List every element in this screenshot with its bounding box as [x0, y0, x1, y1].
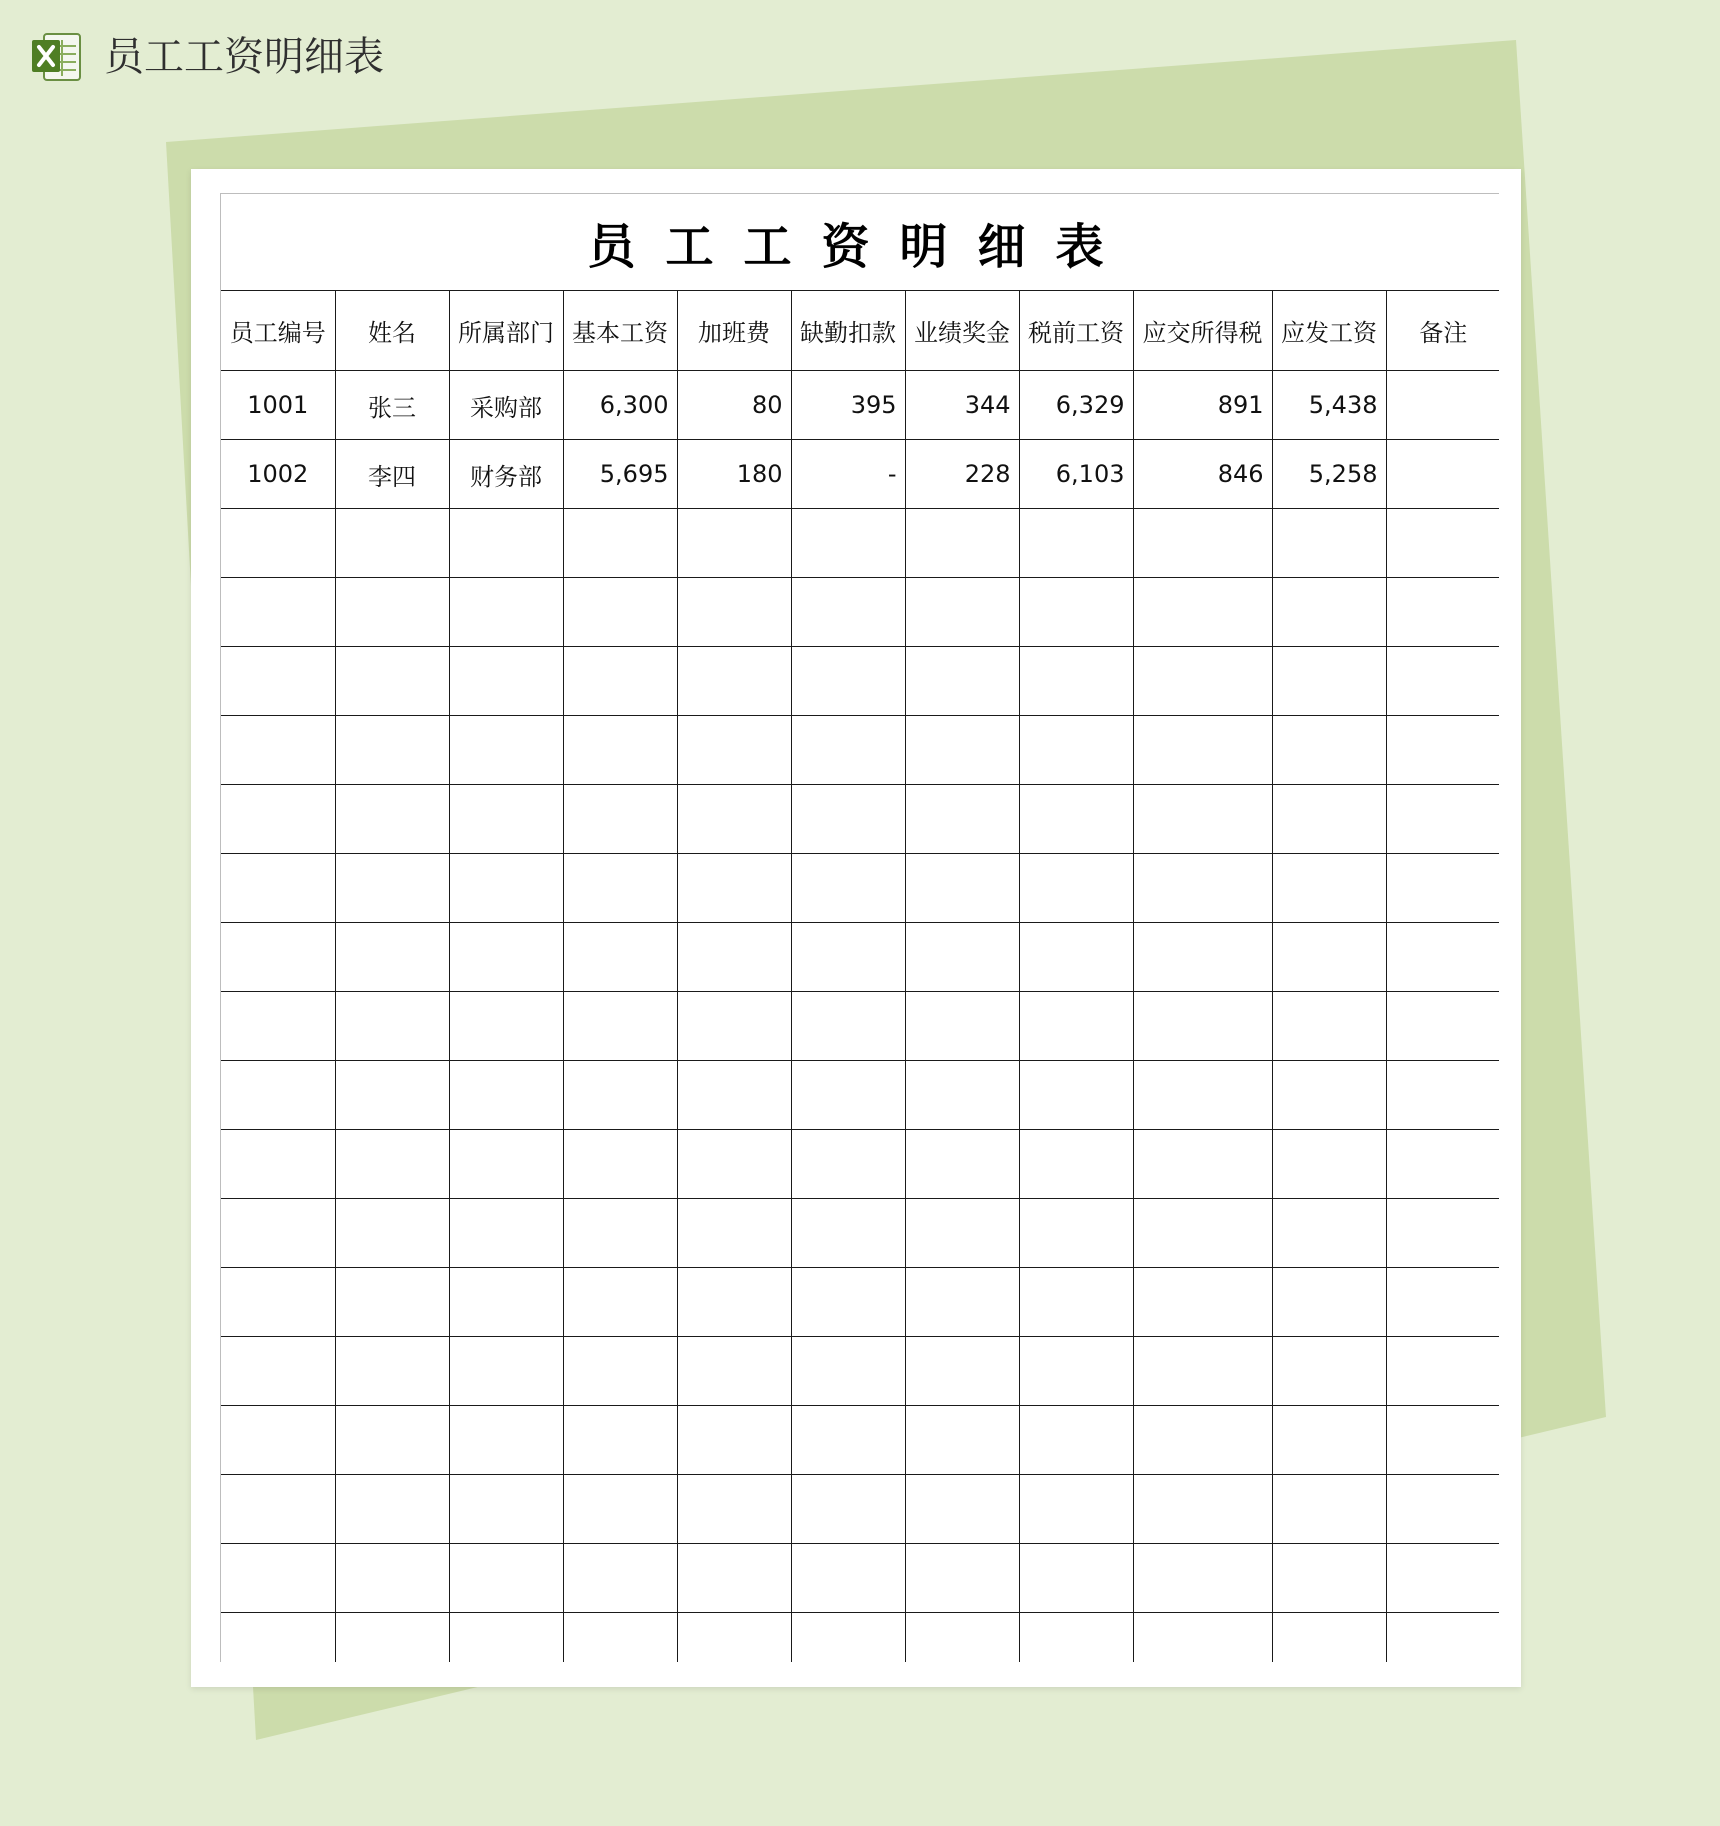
empty-cell[interactable] — [905, 1130, 1019, 1199]
empty-cell[interactable] — [1386, 509, 1499, 578]
empty-cell[interactable] — [1133, 716, 1272, 785]
empty-cell[interactable] — [449, 578, 563, 647]
empty-cell[interactable] — [221, 854, 335, 923]
empty-cell[interactable] — [791, 1613, 905, 1663]
empty-cell[interactable] — [221, 578, 335, 647]
empty-cell[interactable] — [791, 992, 905, 1061]
empty-cell[interactable] — [335, 509, 449, 578]
empty-cell[interactable] — [1019, 923, 1133, 992]
empty-cell[interactable] — [677, 647, 791, 716]
empty-cell[interactable] — [905, 1544, 1019, 1613]
empty-cell[interactable] — [1019, 785, 1133, 854]
empty-cell[interactable] — [1272, 716, 1386, 785]
cell-employee-id[interactable]: 1002 — [221, 440, 335, 509]
empty-cell[interactable] — [563, 1268, 677, 1337]
empty-cell[interactable] — [563, 785, 677, 854]
empty-cell[interactable] — [335, 716, 449, 785]
empty-cell[interactable] — [563, 716, 677, 785]
empty-cell[interactable] — [791, 785, 905, 854]
empty-cell[interactable] — [335, 992, 449, 1061]
empty-cell[interactable] — [905, 509, 1019, 578]
empty-cell[interactable] — [677, 854, 791, 923]
empty-cell[interactable] — [1386, 1130, 1499, 1199]
empty-cell[interactable] — [1019, 1199, 1133, 1268]
cell-department[interactable]: 采购部 — [449, 371, 563, 440]
empty-cell[interactable] — [1272, 1475, 1386, 1544]
sheet-area — [220, 193, 1499, 1662]
empty-cell[interactable] — [563, 1475, 677, 1544]
empty-cell[interactable] — [677, 1544, 791, 1613]
empty-cell[interactable] — [1272, 1406, 1386, 1475]
empty-cell[interactable] — [905, 1406, 1019, 1475]
empty-cell[interactable] — [677, 1613, 791, 1663]
empty-cell[interactable] — [791, 854, 905, 923]
empty-cell[interactable] — [563, 992, 677, 1061]
empty-cell[interactable] — [905, 1613, 1019, 1663]
empty-cell[interactable] — [677, 992, 791, 1061]
empty-cell[interactable] — [335, 1406, 449, 1475]
empty-table-row — [221, 923, 1499, 992]
empty-cell[interactable] — [221, 1061, 335, 1130]
empty-cell[interactable] — [1133, 854, 1272, 923]
empty-cell[interactable] — [221, 992, 335, 1061]
empty-cell[interactable] — [677, 578, 791, 647]
empty-cell[interactable] — [677, 1337, 791, 1406]
empty-cell[interactable] — [1019, 1061, 1133, 1130]
empty-cell[interactable] — [335, 854, 449, 923]
empty-cell[interactable] — [905, 1199, 1019, 1268]
empty-cell[interactable] — [221, 1544, 335, 1613]
empty-cell[interactable] — [791, 578, 905, 647]
empty-cell[interactable] — [1386, 578, 1499, 647]
column-header-income-tax[interactable]: 应交所得税 — [1133, 291, 1272, 371]
empty-table-row — [221, 1199, 1499, 1268]
empty-cell[interactable] — [1019, 1544, 1133, 1613]
cell-overtime-pay[interactable]: 80 — [677, 371, 791, 440]
empty-cell[interactable] — [1133, 1337, 1272, 1406]
cell-performance-bonus[interactable]: 228 — [905, 440, 1019, 509]
empty-cell[interactable] — [449, 1544, 563, 1613]
empty-cell[interactable] — [1272, 509, 1386, 578]
empty-cell[interactable] — [1272, 1544, 1386, 1613]
empty-cell[interactable] — [1272, 578, 1386, 647]
app-title: 员工工资明细表 — [104, 34, 384, 80]
empty-cell[interactable] — [677, 1199, 791, 1268]
cell-name[interactable]: 李四 — [335, 440, 449, 509]
empty-cell[interactable] — [1133, 1268, 1272, 1337]
empty-cell[interactable] — [335, 578, 449, 647]
column-header-absence-deduction[interactable]: 缺勤扣款 — [791, 291, 905, 371]
empty-cell[interactable] — [1386, 1613, 1499, 1663]
empty-cell[interactable] — [335, 1475, 449, 1544]
empty-cell[interactable] — [1019, 1130, 1133, 1199]
empty-cell[interactable] — [449, 509, 563, 578]
empty-cell[interactable] — [563, 923, 677, 992]
empty-cell[interactable] — [1019, 716, 1133, 785]
empty-cell[interactable] — [1019, 647, 1133, 716]
column-header-remarks[interactable]: 备注 — [1386, 291, 1499, 371]
empty-cell[interactable] — [1272, 785, 1386, 854]
empty-cell[interactable] — [221, 647, 335, 716]
empty-cell[interactable] — [1133, 1130, 1272, 1199]
empty-cell[interactable] — [221, 1199, 335, 1268]
cell-overtime-pay[interactable]: 180 — [677, 440, 791, 509]
empty-cell[interactable] — [791, 1199, 905, 1268]
empty-cell[interactable] — [1019, 578, 1133, 647]
empty-cell[interactable] — [1272, 1061, 1386, 1130]
empty-cell[interactable] — [791, 1337, 905, 1406]
cell-name[interactable]: 张三 — [335, 371, 449, 440]
empty-cell[interactable] — [449, 1130, 563, 1199]
empty-cell[interactable] — [1272, 923, 1386, 992]
empty-cell[interactable] — [221, 1475, 335, 1544]
empty-cell[interactable] — [677, 1061, 791, 1130]
empty-cell[interactable] — [563, 647, 677, 716]
empty-cell[interactable] — [677, 1475, 791, 1544]
empty-cell[interactable] — [221, 1613, 335, 1663]
empty-cell[interactable] — [1386, 992, 1499, 1061]
excel-icon — [30, 30, 84, 84]
cell-base-salary[interactable]: 6,300 — [563, 371, 677, 440]
empty-cell[interactable] — [563, 854, 677, 923]
empty-table-row — [221, 647, 1499, 716]
empty-table-row — [221, 716, 1499, 785]
empty-cell[interactable] — [335, 1613, 449, 1663]
empty-cell[interactable] — [563, 1199, 677, 1268]
cell-absence-deduction[interactable]: - — [791, 440, 905, 509]
empty-cell[interactable] — [335, 1268, 449, 1337]
empty-cell[interactable] — [905, 854, 1019, 923]
empty-cell[interactable] — [1133, 1544, 1272, 1613]
cell-net-salary[interactable]: 5,438 — [1272, 371, 1386, 440]
empty-cell[interactable] — [449, 1199, 563, 1268]
cell-pretax-salary[interactable]: 6,329 — [1019, 371, 1133, 440]
empty-cell[interactable] — [1386, 1475, 1499, 1544]
column-header-name[interactable]: 姓名 — [335, 291, 449, 371]
empty-cell[interactable] — [1386, 1268, 1499, 1337]
empty-table-row — [221, 1613, 1499, 1663]
empty-cell[interactable] — [563, 509, 677, 578]
empty-cell[interactable] — [1272, 1130, 1386, 1199]
salary-table — [221, 290, 1499, 1662]
empty-cell[interactable] — [791, 716, 905, 785]
empty-cell[interactable] — [335, 923, 449, 992]
empty-cell[interactable] — [1133, 923, 1272, 992]
empty-cell[interactable] — [677, 1406, 791, 1475]
empty-cell[interactable] — [335, 647, 449, 716]
cell-income-tax[interactable]: 846 — [1133, 440, 1272, 509]
empty-cell[interactable] — [791, 1268, 905, 1337]
empty-cell[interactable] — [791, 1061, 905, 1130]
cell-base-salary[interactable]: 5,695 — [563, 440, 677, 509]
empty-cell[interactable] — [1386, 1199, 1499, 1268]
empty-cell[interactable] — [1272, 1268, 1386, 1337]
empty-cell[interactable] — [1386, 854, 1499, 923]
empty-cell[interactable] — [563, 1061, 677, 1130]
empty-cell[interactable] — [563, 1544, 677, 1613]
empty-cell[interactable] — [449, 1613, 563, 1663]
empty-cell[interactable] — [905, 785, 1019, 854]
empty-cell[interactable] — [449, 1061, 563, 1130]
empty-cell[interactable] — [335, 1199, 449, 1268]
empty-cell[interactable] — [1019, 1613, 1133, 1663]
empty-cell[interactable] — [791, 923, 905, 992]
empty-cell[interactable] — [905, 1475, 1019, 1544]
empty-cell[interactable] — [1272, 647, 1386, 716]
empty-cell[interactable] — [1272, 1337, 1386, 1406]
empty-cell[interactable] — [1019, 1268, 1133, 1337]
column-header-net-salary[interactable]: 应发工资 — [1272, 291, 1386, 371]
empty-cell[interactable] — [1386, 785, 1499, 854]
empty-cell[interactable] — [1386, 1337, 1499, 1406]
empty-cell[interactable] — [1272, 992, 1386, 1061]
empty-cell[interactable] — [791, 647, 905, 716]
empty-cell[interactable] — [1133, 1613, 1272, 1663]
empty-cell[interactable] — [905, 992, 1019, 1061]
empty-cell[interactable] — [221, 785, 335, 854]
empty-cell[interactable] — [335, 1061, 449, 1130]
empty-cell[interactable] — [1133, 1475, 1272, 1544]
empty-cell[interactable] — [563, 1613, 677, 1663]
empty-table-row — [221, 1061, 1499, 1130]
empty-cell[interactable] — [563, 1130, 677, 1199]
empty-cell[interactable] — [563, 1337, 677, 1406]
table-row — [221, 440, 1499, 509]
empty-table-row — [221, 509, 1499, 578]
cell-pretax-salary[interactable]: 6,103 — [1019, 440, 1133, 509]
empty-cell[interactable] — [1133, 1061, 1272, 1130]
cell-department[interactable]: 财务部 — [449, 440, 563, 509]
empty-cell[interactable] — [449, 923, 563, 992]
empty-cell[interactable] — [221, 1337, 335, 1406]
empty-cell[interactable] — [335, 1130, 449, 1199]
empty-cell[interactable] — [221, 1268, 335, 1337]
empty-cell[interactable] — [449, 647, 563, 716]
cell-employee-id[interactable]: 1001 — [221, 371, 335, 440]
empty-cell[interactable] — [791, 1130, 905, 1199]
empty-table-row — [221, 992, 1499, 1061]
empty-cell[interactable] — [221, 509, 335, 578]
empty-cell[interactable] — [1386, 647, 1499, 716]
empty-cell[interactable] — [563, 578, 677, 647]
column-header-department[interactable]: 所属部门 — [449, 291, 563, 371]
empty-cell[interactable] — [221, 923, 335, 992]
empty-table-row — [221, 1475, 1499, 1544]
empty-cell[interactable] — [1133, 509, 1272, 578]
empty-cell[interactable] — [449, 854, 563, 923]
empty-cell[interactable] — [449, 1475, 563, 1544]
empty-cell[interactable] — [1019, 854, 1133, 923]
empty-cell[interactable] — [1386, 923, 1499, 992]
empty-cell[interactable] — [791, 509, 905, 578]
empty-cell[interactable] — [1133, 647, 1272, 716]
empty-cell[interactable] — [1019, 992, 1133, 1061]
empty-cell[interactable] — [1386, 1406, 1499, 1475]
empty-cell[interactable] — [1019, 509, 1133, 578]
empty-cell[interactable] — [563, 1406, 677, 1475]
cell-income-tax[interactable]: 891 — [1133, 371, 1272, 440]
empty-cell[interactable] — [449, 1406, 563, 1475]
empty-cell[interactable] — [905, 716, 1019, 785]
empty-cell[interactable] — [221, 1406, 335, 1475]
empty-table-row — [221, 1406, 1499, 1475]
empty-table-row — [221, 854, 1499, 923]
empty-cell[interactable] — [335, 1544, 449, 1613]
empty-cell[interactable] — [1133, 578, 1272, 647]
empty-cell[interactable] — [1019, 1475, 1133, 1544]
empty-cell[interactable] — [335, 1337, 449, 1406]
column-header-employee-id[interactable]: 员工编号 — [221, 291, 335, 371]
empty-cell[interactable] — [791, 1406, 905, 1475]
column-header-performance-bonus[interactable]: 业绩奖金 — [905, 291, 1019, 371]
empty-cell[interactable] — [449, 785, 563, 854]
empty-cell[interactable] — [449, 1337, 563, 1406]
cell-net-salary[interactable]: 5,258 — [1272, 440, 1386, 509]
empty-table-row — [221, 578, 1499, 647]
empty-cell[interactable] — [1133, 1406, 1272, 1475]
empty-cell[interactable] — [449, 716, 563, 785]
empty-cell[interactable] — [1272, 854, 1386, 923]
empty-cell[interactable] — [1386, 1061, 1499, 1130]
empty-cell[interactable] — [677, 785, 791, 854]
empty-table-row — [221, 1337, 1499, 1406]
empty-cell[interactable] — [905, 1061, 1019, 1130]
column-header-pretax-salary[interactable]: 税前工资 — [1019, 291, 1133, 371]
empty-cell[interactable] — [1272, 1199, 1386, 1268]
empty-cell[interactable] — [1386, 716, 1499, 785]
cell-performance-bonus[interactable]: 344 — [905, 371, 1019, 440]
cell-absence-deduction[interactable]: 395 — [791, 371, 905, 440]
empty-cell[interactable] — [677, 716, 791, 785]
cell-remarks[interactable] — [1386, 440, 1499, 509]
empty-cell[interactable] — [677, 509, 791, 578]
empty-cell[interactable] — [677, 1130, 791, 1199]
empty-cell[interactable] — [221, 1130, 335, 1199]
empty-table-row — [221, 785, 1499, 854]
empty-table-row — [221, 1268, 1499, 1337]
empty-cell[interactable] — [1133, 992, 1272, 1061]
empty-cell[interactable] — [449, 1268, 563, 1337]
empty-cell[interactable] — [791, 1544, 905, 1613]
header-row — [221, 291, 1499, 371]
empty-cell[interactable] — [335, 785, 449, 854]
empty-cell[interactable] — [905, 1337, 1019, 1406]
empty-cell[interactable] — [1272, 1613, 1386, 1663]
empty-table-row — [221, 1544, 1499, 1613]
empty-cell[interactable] — [1386, 1544, 1499, 1613]
empty-cell[interactable] — [791, 1475, 905, 1544]
column-header-base-salary[interactable]: 基本工资 — [563, 291, 677, 371]
column-header-overtime-pay[interactable]: 加班费 — [677, 291, 791, 371]
empty-cell[interactable] — [1019, 1406, 1133, 1475]
empty-cell[interactable] — [449, 992, 563, 1061]
empty-cell[interactable] — [677, 923, 791, 992]
table-row — [221, 371, 1499, 440]
empty-cell[interactable] — [1133, 1199, 1272, 1268]
cell-remarks[interactable] — [1386, 371, 1499, 440]
empty-cell[interactable] — [905, 1268, 1019, 1337]
empty-cell[interactable] — [221, 716, 335, 785]
sheet-title: 员工工资明细表 — [587, 218, 1134, 275]
empty-cell[interactable] — [677, 1268, 791, 1337]
empty-cell[interactable] — [905, 578, 1019, 647]
empty-table-row — [221, 1130, 1499, 1199]
spreadsheet-paper — [191, 169, 1521, 1687]
empty-cell[interactable] — [905, 647, 1019, 716]
empty-cell[interactable] — [905, 923, 1019, 992]
empty-cell[interactable] — [1019, 1337, 1133, 1406]
empty-cell[interactable] — [1133, 785, 1272, 854]
